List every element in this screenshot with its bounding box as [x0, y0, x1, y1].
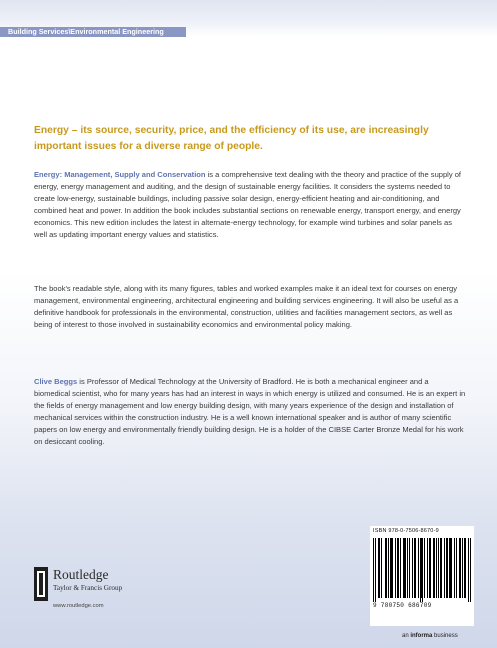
author-paragraph [34, 376, 466, 449]
barcode-panel [370, 526, 474, 626]
barcode-bar [407, 538, 408, 598]
barcode-bar [444, 538, 445, 598]
barcode-digits: 9 780750 686709 [373, 602, 432, 609]
barcode-bar [404, 538, 405, 598]
barcode-bar [405, 538, 406, 598]
barcode-bar [414, 538, 415, 598]
barcode-bar [468, 538, 469, 602]
barcode-bar [430, 538, 431, 598]
barcode-image [373, 538, 471, 602]
description-paragraph [34, 169, 466, 242]
barcode-bar [420, 538, 421, 602]
routledge-logo-icon [34, 567, 48, 601]
barcode-bar [433, 538, 434, 598]
publisher-subtitle: Taylor & Francis Group [53, 584, 123, 592]
barcode-bar [390, 538, 391, 598]
barcode-bar [412, 538, 413, 598]
barcode-bar [447, 538, 448, 598]
barcode-bar [415, 538, 416, 598]
barcode-bar [385, 538, 386, 598]
barcode-bar [440, 538, 441, 598]
isbn-number: ISBN 978-0-7506-8670-9 [373, 528, 439, 534]
barcode-bar [395, 538, 396, 598]
barcode-bar [454, 538, 455, 598]
barcode-bar [446, 538, 447, 598]
barcode-bar [409, 538, 410, 598]
publisher-block [34, 565, 234, 615]
informa-business-label [402, 633, 458, 639]
barcode-bar [438, 538, 439, 598]
author-name: Clive Beggs [34, 377, 78, 386]
barcode-bar [462, 538, 463, 598]
informa-prefix: an [402, 633, 411, 639]
barcode-bar [403, 538, 404, 598]
barcode-bar [421, 538, 422, 598]
barcode-bar [460, 538, 461, 598]
book-title-lead: Energy: Management, Supply and Conservation [34, 170, 206, 179]
description-text: is a comprehensive text dealing with the theory and practice of the supply of energy, energy management and auditing, and the design of sustainable energy facilities. It considers the systems needed to create low-energy, sustainable buildings, including passive solar design, energy-efficient heating and air-conditioning, and combined heat and power. In addition the book includes substantial sections on renewable energy, transport energy, and energy economics. This new edition includes the latest in alternate-energy technology, for example wind turbines and solar panels as well as updating important energy values and statistics. [34, 170, 461, 240]
barcode-bar [391, 538, 392, 598]
barcode-bar [386, 538, 387, 598]
barcode-bar [398, 538, 399, 598]
barcode-bar [436, 538, 437, 598]
barcode-bar [392, 538, 393, 598]
informa-suffix: business [432, 633, 458, 639]
category-label: Building Services\Environmental Engineering [0, 27, 186, 37]
barcode-bar [434, 538, 435, 598]
barcode-bar [378, 538, 379, 598]
barcode-bar [388, 538, 389, 598]
barcode-bar [427, 538, 428, 598]
barcode-bar [379, 538, 380, 598]
author-bio: is Professor of Medical Technology at the University of Bradford. He is both a mechanical engineer and a biomedical scientist, who for many years has had an interest in ways in which energy is utilized and consumed. He is an expert in the fields of energy management and low energy building design, with many years experience of the design and installation of mechanical services within the construction industry. He is a well known international speaker and is author of many scientific papers on low energy and environmentally friendly building design. He is a holder of the CIBSE Carter Bronze Medal for his work on desiccant cooling. [34, 377, 466, 447]
barcode-bar [397, 538, 398, 598]
barcode-bar [459, 538, 460, 598]
informa-brand: informa [410, 633, 433, 639]
barcode-bar [373, 538, 374, 602]
barcode-bar [451, 538, 452, 598]
barcode-bar [418, 538, 419, 598]
barcode-bar [449, 538, 450, 598]
barcode-bar [422, 538, 423, 602]
barcode-bar [400, 538, 401, 598]
barcode-bar [424, 538, 425, 598]
barcode-bar [464, 538, 465, 598]
barcode-bar [450, 538, 451, 598]
barcode-bar [375, 538, 376, 602]
barcode-bar [470, 538, 471, 602]
audience-paragraph: The book's readable style, along with its many figures, tables and worked examples make it an ideal text for courses on energy management, environmental engineering, architectural engineering and building services engineering. It will also be useful as a definitive handbook for professionals in the environmental, construction, utilities and facilities management sectors, as well as being of interest to those involved in sustainability economics and environmental policy making. [34, 284, 459, 330]
barcode-bar [465, 538, 466, 598]
barcode-bar [441, 538, 442, 598]
publisher-name: Routledge [53, 567, 109, 582]
barcode-bar [429, 538, 430, 598]
publisher-url: www.routledge.com [53, 603, 104, 609]
barcode-bar [456, 538, 457, 598]
headline: Energy – its source, security, price, and the efficiency of its use, are increasingly important issues for a diverse range of people. [34, 125, 429, 152]
barcode-bar [381, 538, 382, 598]
